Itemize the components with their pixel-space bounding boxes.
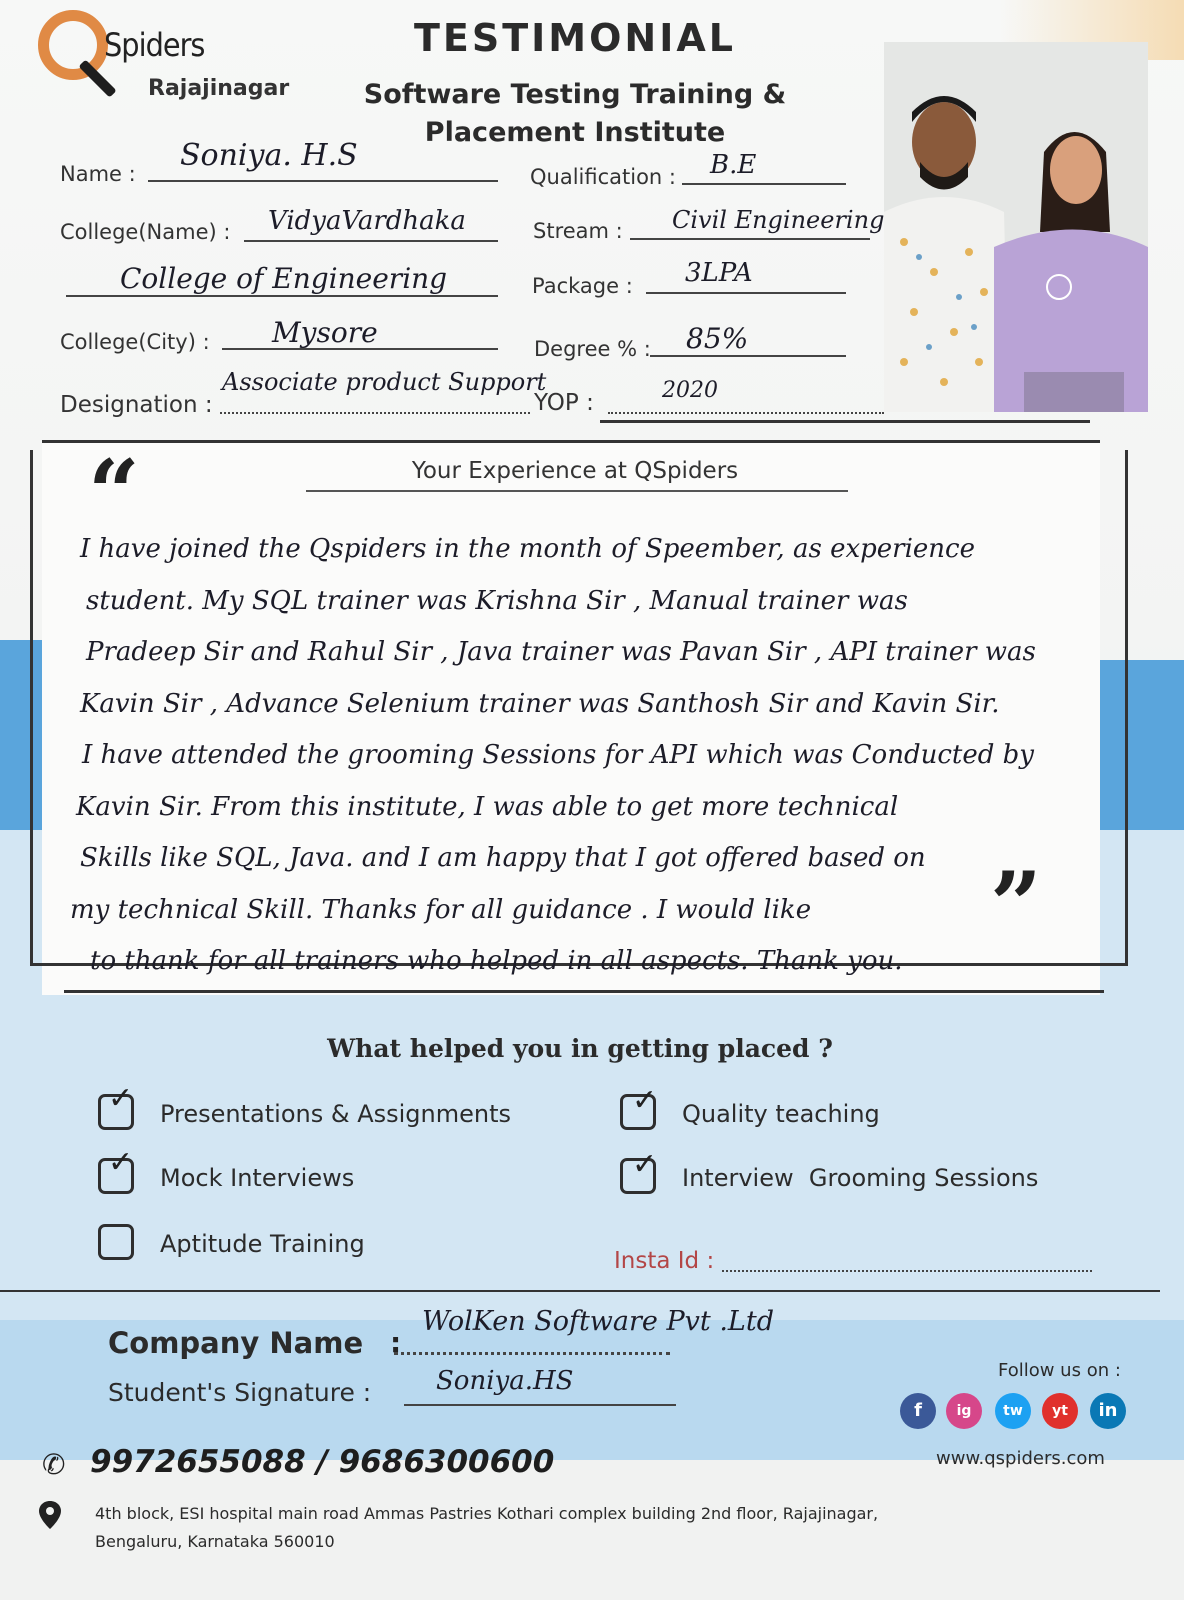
option-interview-grooming[interactable]	[620, 1147, 1039, 1194]
page-title: TESTIMONIAL	[414, 16, 736, 60]
qualification-label: Qualification :	[530, 165, 676, 189]
insta-label: Insta Id :	[614, 1248, 715, 1274]
option-label: Interview Grooming Sessions	[682, 1164, 1039, 1192]
experience-line: I have attended the grooming Sessions for API which was Conducted by	[82, 740, 1034, 770]
qualification-value: B.E	[710, 150, 757, 180]
qspiders-logo-icon	[38, 10, 108, 80]
insta-field[interactable]	[722, 1270, 1092, 1272]
address	[95, 1500, 995, 1556]
checkmark-icon: ✓	[632, 1083, 658, 1118]
open-quote-icon: “	[88, 440, 140, 546]
experience-text	[70, 524, 1110, 988]
option-label: Aptitude Training	[160, 1230, 365, 1258]
experience-line: Pradeep Sir and Rahul Sir , Java trainer was Pavan Sir , API trainer was	[86, 637, 1036, 667]
phone-numbers: 9972655088 / 9686300600	[90, 1444, 555, 1480]
checkmark-icon: ✓	[108, 1145, 134, 1180]
photo-illustration	[884, 42, 1148, 412]
company-underline	[394, 1352, 670, 1355]
page-subtitle: Software Testing Training & Placement Institute	[363, 79, 787, 148]
close-quote-icon: ”	[990, 852, 1042, 958]
experience-line: student. My SQL trainer was Krishna Sir , Manual trainer was	[86, 585, 908, 616]
package-value: 3LPA	[685, 258, 753, 288]
college-city-value: Mysore	[272, 316, 378, 349]
qualification-underline	[682, 183, 846, 185]
package-label: Package :	[532, 274, 633, 298]
company-colon: :	[390, 1326, 402, 1359]
experience-line: Skills like SQL, Java. and I am happy that I got offered based on	[80, 843, 926, 873]
name-underline	[148, 180, 498, 182]
experience-bottom-line	[64, 990, 1104, 993]
degree-label: Degree % :	[534, 337, 651, 361]
college-name-value-2: College of Engineering	[120, 262, 448, 295]
yop-label: YOP :	[534, 390, 594, 416]
section-divider	[0, 1290, 1160, 1292]
signature-label: Student's Signature :	[108, 1378, 372, 1407]
option-presentations[interactable]	[98, 1081, 512, 1130]
twitter-icon[interactable]: tw	[995, 1393, 1031, 1429]
company-name-value: WolKen Software Pvt .Ltd	[422, 1306, 774, 1337]
college-name-underline-2	[66, 295, 498, 297]
yop-value: 2020	[662, 378, 718, 403]
linkedin-icon[interactable]: in	[1090, 1393, 1126, 1429]
yop-underline	[608, 412, 884, 414]
youtube-icon[interactable]: yt	[1042, 1393, 1078, 1429]
name-value: Soniya. H.S	[180, 138, 358, 173]
facebook-icon[interactable]: f	[900, 1393, 936, 1429]
package-underline	[646, 292, 846, 294]
option-label: Quality teaching	[682, 1100, 880, 1128]
checkmark-icon: ✓	[108, 1081, 134, 1116]
logo-text: Spiders	[104, 26, 205, 64]
experience-line: Kavin Sir , Advance Selenium trainer was Santhosh Sir and Kavin Sir.	[80, 688, 1000, 719]
experience-line: to thank for all trainers who helped in all aspects. Thank you.	[90, 946, 903, 976]
option-label: Presentations & Assignments	[160, 1100, 512, 1128]
experience-line: my technical Skill. Thanks for all guidance . I would like	[70, 894, 812, 925]
stream-underline	[630, 238, 870, 240]
experience-line: Kavin Sir. From this institute, I was able to get more technical	[76, 791, 899, 822]
designation-value: Associate product Support	[222, 368, 547, 396]
header-divider	[600, 420, 1090, 423]
option-label: Mock Interviews	[160, 1164, 355, 1192]
college-name-label: College(Name) :	[60, 220, 231, 244]
company-name-label: Company Name	[108, 1326, 364, 1360]
experience-title: Your Experience at QSpiders	[411, 458, 739, 484]
college-city-label: College(City) :	[60, 330, 210, 354]
checkmark-icon: ✓	[632, 1147, 658, 1182]
college-name-underline	[244, 240, 498, 242]
signature-underline	[404, 1404, 676, 1406]
instagram-icon[interactable]: ig	[946, 1393, 982, 1429]
branch-name: Rajajinagar	[148, 76, 290, 101]
college-name-value-1: VidyaVardhaka	[268, 206, 466, 236]
address-line-2: Bengaluru, Karnataka 560010	[95, 1532, 335, 1551]
experience-line: I have joined the Qspiders in the month of Speember, as experience	[80, 534, 975, 564]
stream-value: Civil Engineering	[672, 206, 885, 234]
placement-question: What helped you in getting placed ?	[327, 1034, 833, 1063]
location-pin-icon	[38, 1500, 62, 1524]
student-photo	[884, 42, 1148, 412]
designation-underline	[220, 412, 530, 414]
experience-title-underline	[306, 490, 848, 492]
option-mock-interviews[interactable]	[98, 1145, 355, 1194]
name-label: Name :	[60, 162, 136, 186]
phone-icon: ✆	[42, 1448, 66, 1481]
signature-value: Soniya.HS	[436, 1366, 574, 1396]
website-link[interactable]: www.qspiders.com	[936, 1448, 1105, 1469]
address-line-1: 4th block, ESI hospital main road Ammas Pastries Kothari complex building 2nd floor, Rajajinagar,	[95, 1504, 879, 1523]
designation-label: Designation :	[60, 392, 213, 418]
follow-label: Follow us on :	[998, 1360, 1121, 1381]
option-quality-teaching[interactable]	[620, 1083, 880, 1130]
checkbox[interactable]	[98, 1224, 134, 1260]
degree-underline	[650, 355, 846, 357]
option-aptitude-training[interactable]	[98, 1224, 365, 1260]
stream-label: Stream :	[533, 219, 623, 243]
degree-value: 85%	[686, 322, 749, 355]
